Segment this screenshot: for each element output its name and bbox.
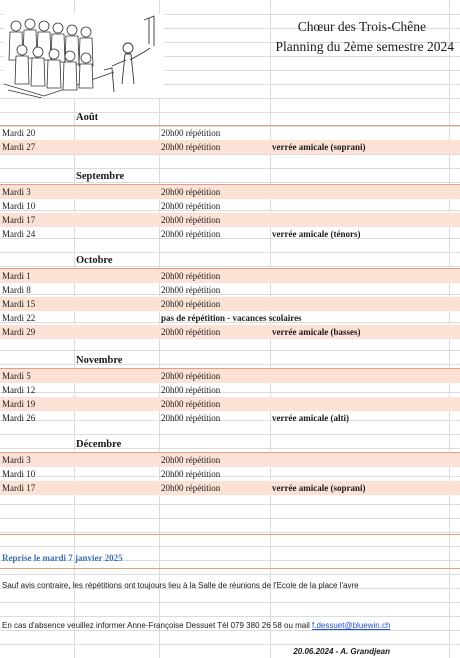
row-date: Mardi 19 [2, 399, 36, 409]
schedule-row [0, 269, 460, 283]
row-date: Mardi 20 [2, 128, 36, 138]
row-gridline [0, 448, 460, 449]
row-gridline [0, 252, 460, 253]
schedule-row [0, 411, 460, 425]
row-gridline [0, 112, 460, 113]
row-note: verrée amicale (basses) [272, 327, 361, 337]
choir-name: Chœur des Trois-Chêne [297, 19, 426, 34]
choir-illustration [4, 14, 164, 98]
row-gridline [0, 602, 460, 603]
row-activity: pas de répétition - vacances scolaires [161, 313, 302, 323]
row-activity: 20h00 répétition [161, 385, 221, 395]
month-heading: Septembre [76, 171, 125, 182]
row-activity: 20h00 répétition [161, 371, 221, 381]
schedule-row [0, 126, 460, 140]
row-date: Mardi 3 [2, 455, 31, 465]
row-activity: 20h00 répétition [161, 271, 221, 281]
schedule-row [0, 397, 460, 411]
schedule-row [0, 227, 460, 241]
row-activity: 20h00 répétition [161, 215, 221, 225]
row-gridline [0, 364, 460, 365]
row-gridline [0, 616, 460, 617]
row-gridline [0, 168, 460, 169]
row-date: Mardi 24 [2, 229, 36, 239]
schedule-row [0, 453, 460, 467]
row-activity: 20h00 répétition [161, 187, 221, 197]
row-date: Mardi 10 [2, 201, 36, 211]
row-gridline [0, 574, 460, 575]
row-note: verrée amicale (soprani) [272, 142, 366, 152]
row-gridline [0, 630, 460, 631]
row-gridline [0, 434, 460, 435]
row-date: Mardi 3 [2, 187, 31, 197]
signature: 20.06.2024 - A. Grandjean [293, 647, 390, 656]
row-activity: 20h00 répétition [161, 483, 221, 493]
row-activity: 20h00 répétition [161, 399, 221, 409]
month-heading: Août [76, 112, 99, 123]
row-gridline [0, 504, 460, 505]
row-date: Mardi 1 [2, 271, 31, 281]
schedule-row [0, 140, 460, 154]
row-gridline [0, 154, 460, 155]
absence-note [2, 621, 390, 630]
row-activity: 20h00 répétition [161, 128, 221, 138]
schedule-row [0, 283, 460, 297]
footer-rule [0, 534, 460, 535]
month-heading: Octobre [76, 255, 113, 266]
month-heading: Novembre [76, 355, 123, 366]
row-date: Mardi 17 [2, 483, 36, 493]
location-note: Sauf avis contraire, les répétitions ont toujours lieu à la Salle de réunions de l'Ecole de la place l'avre [2, 581, 359, 590]
row-gridline [0, 182, 460, 183]
row-date: Mardi 12 [2, 385, 36, 395]
schedule-row [0, 467, 460, 481]
row-date: Mardi 8 [2, 285, 31, 295]
schedule-row [0, 325, 460, 339]
row-note: verrée amicale (alti) [272, 413, 349, 423]
row-gridline [0, 266, 460, 267]
row-activity: 20h00 répétition [161, 413, 221, 423]
row-activity: 20h00 répétition [161, 299, 221, 309]
schedule-row [0, 369, 460, 383]
row-gridline [0, 98, 460, 99]
row-gridline [0, 518, 460, 519]
row-activity: 20h00 répétition [161, 285, 221, 295]
row-date: Mardi 26 [2, 413, 36, 423]
schedule-row [0, 383, 460, 397]
reprise-date: Reprise le mardi 7 janvier 2025 [2, 553, 123, 563]
schedule-title: Planning du 2ème semestre 2024 [275, 39, 454, 54]
row-date: Mardi 29 [2, 327, 36, 337]
row-date: Mardi 5 [2, 371, 31, 381]
row-activity: 20h00 répétition [161, 469, 221, 479]
schedule-row [0, 481, 460, 495]
schedule-row [0, 199, 460, 213]
month-heading: Décembre [76, 439, 122, 450]
row-date: Mardi 22 [2, 313, 36, 323]
row-date: Mardi 10 [2, 469, 36, 479]
schedule-row [0, 185, 460, 199]
row-date: Mardi 27 [2, 142, 36, 152]
schedule-row [0, 311, 460, 325]
row-date: Mardi 17 [2, 215, 36, 225]
email-link[interactable]: f.dessuet@bluewin.ch [312, 621, 391, 630]
row-activity: 20h00 répétition [161, 201, 221, 211]
row-note: verrée amicale (ténors) [272, 229, 361, 239]
row-gridline [0, 644, 460, 645]
footer-rule [0, 568, 460, 569]
row-gridline [0, 532, 460, 533]
absence-text: En cas d'absence veuillez informer Anne-Françoise Dessuet Tél 079 380 26 58 ou mail [2, 621, 312, 630]
row-activity: 20h00 répétition [161, 142, 221, 152]
row-note: verrée amicale (soprani) [272, 483, 366, 493]
schedule-row [0, 297, 460, 311]
row-activity: 20h00 répétition [161, 455, 221, 465]
row-gridline [0, 350, 460, 351]
schedule-row [0, 213, 460, 227]
row-date: Mardi 15 [2, 299, 36, 309]
row-gridline [0, 546, 460, 547]
row-activity: 20h00 répétition [161, 229, 221, 239]
row-activity: 20h00 répétition [161, 327, 221, 337]
